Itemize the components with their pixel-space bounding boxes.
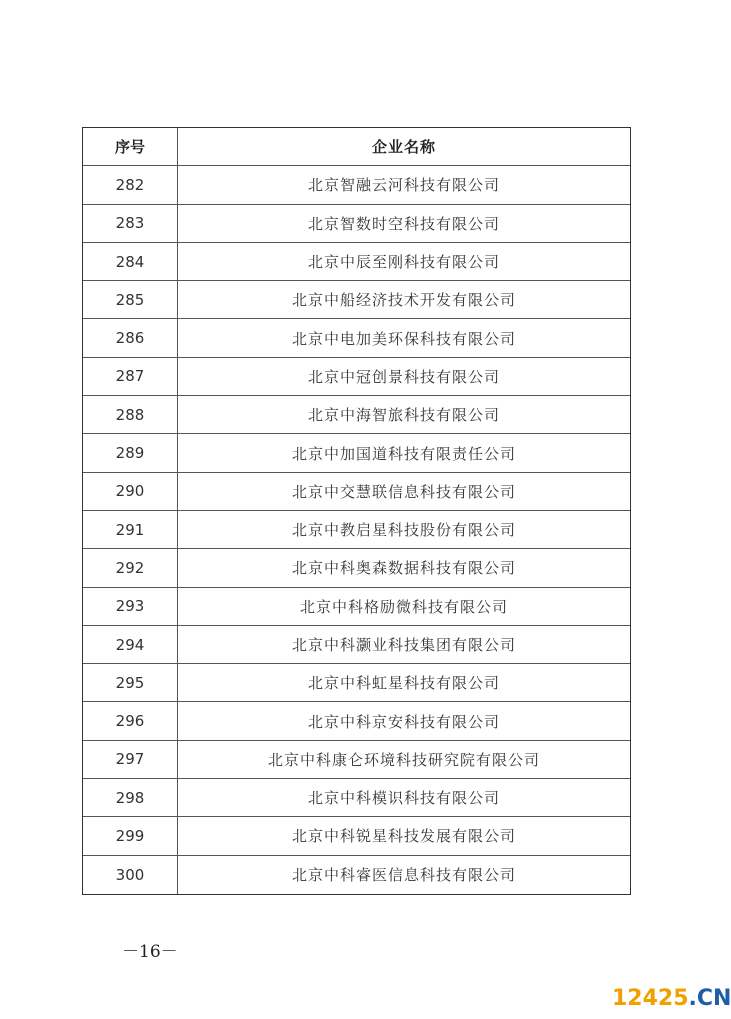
row-company-name: 北京中船经济技术开发有限公司 xyxy=(291,291,516,310)
company-table xyxy=(82,127,631,895)
row-number: 286 xyxy=(83,319,178,356)
row-company-name: 北京中交慧联信息科技有限公司 xyxy=(291,482,516,501)
row-number: 292 xyxy=(83,549,178,586)
row-number: 282 xyxy=(83,166,178,203)
table-row xyxy=(83,281,630,319)
table-row xyxy=(83,243,630,281)
page-number: －16－ xyxy=(122,942,178,962)
row-company-name: 北京中科睿医信息科技有限公司 xyxy=(291,866,516,885)
header-company-name: 企业名称 xyxy=(371,138,436,157)
row-number: 289 xyxy=(83,434,178,471)
table-row xyxy=(83,166,630,204)
table-row xyxy=(83,511,630,549)
row-company-name: 北京智融云河科技有限公司 xyxy=(307,176,500,195)
table-row xyxy=(83,741,630,779)
row-company-name: 北京中科康仑环境科技研究院有限公司 xyxy=(267,750,540,769)
row-company-name: 北京中教启星科技股份有限公司 xyxy=(291,521,516,540)
row-company-name: 北京中科奥森数据科技有限公司 xyxy=(291,559,516,578)
row-number: 291 xyxy=(83,511,178,548)
row-number: 296 xyxy=(83,702,178,739)
table-row xyxy=(83,396,630,434)
table-row xyxy=(83,817,630,855)
table-row xyxy=(83,779,630,817)
row-number: 287 xyxy=(83,358,178,395)
row-number: 288 xyxy=(83,396,178,433)
row-number: 284 xyxy=(83,243,178,280)
row-company-name: 北京中科京安科技有限公司 xyxy=(307,712,500,731)
header-number: 序号 xyxy=(83,128,178,165)
table-row xyxy=(83,856,630,894)
table-row xyxy=(83,434,630,472)
watermark-number: 12425 xyxy=(612,986,689,1011)
table-row xyxy=(83,473,630,511)
row-company-name: 北京中加国道科技有限责任公司 xyxy=(291,444,516,463)
table-row xyxy=(83,702,630,740)
row-company-name: 北京中冠创景科技有限公司 xyxy=(307,367,500,386)
row-number: 293 xyxy=(83,588,178,625)
row-number: 285 xyxy=(83,281,178,318)
table-row xyxy=(83,626,630,664)
table-row xyxy=(83,205,630,243)
row-company-name: 北京中电加美环保科技有限公司 xyxy=(291,329,516,348)
table-row xyxy=(83,319,630,357)
row-company-name: 北京中海智旅科技有限公司 xyxy=(307,406,500,425)
site-watermark xyxy=(612,986,731,1011)
row-company-name: 北京智数时空科技有限公司 xyxy=(307,214,500,233)
watermark-suffix: .CN xyxy=(688,986,731,1011)
row-number: 299 xyxy=(83,817,178,854)
table-row xyxy=(83,549,630,587)
row-company-name: 北京中辰至刚科技有限公司 xyxy=(307,253,500,272)
row-number: 298 xyxy=(83,779,178,816)
row-number: 283 xyxy=(83,205,178,242)
row-number: 300 xyxy=(83,856,178,894)
table-header-row xyxy=(83,128,630,166)
table-row xyxy=(83,664,630,702)
row-company-name: 北京中科格励微科技有限公司 xyxy=(299,597,508,616)
row-company-name: 北京中科灏业科技集团有限公司 xyxy=(291,636,516,654)
row-number: 297 xyxy=(83,741,178,778)
table-row xyxy=(83,588,630,626)
row-company-name: 北京中科虹星科技有限公司 xyxy=(307,674,500,693)
row-number: 295 xyxy=(83,664,178,701)
row-number: 290 xyxy=(83,473,178,510)
row-company-name: 北京中科模识科技有限公司 xyxy=(307,789,500,808)
row-number: 294 xyxy=(83,626,178,663)
row-company-name: 北京中科锐星科技发展有限公司 xyxy=(291,827,516,846)
table-row xyxy=(83,358,630,396)
